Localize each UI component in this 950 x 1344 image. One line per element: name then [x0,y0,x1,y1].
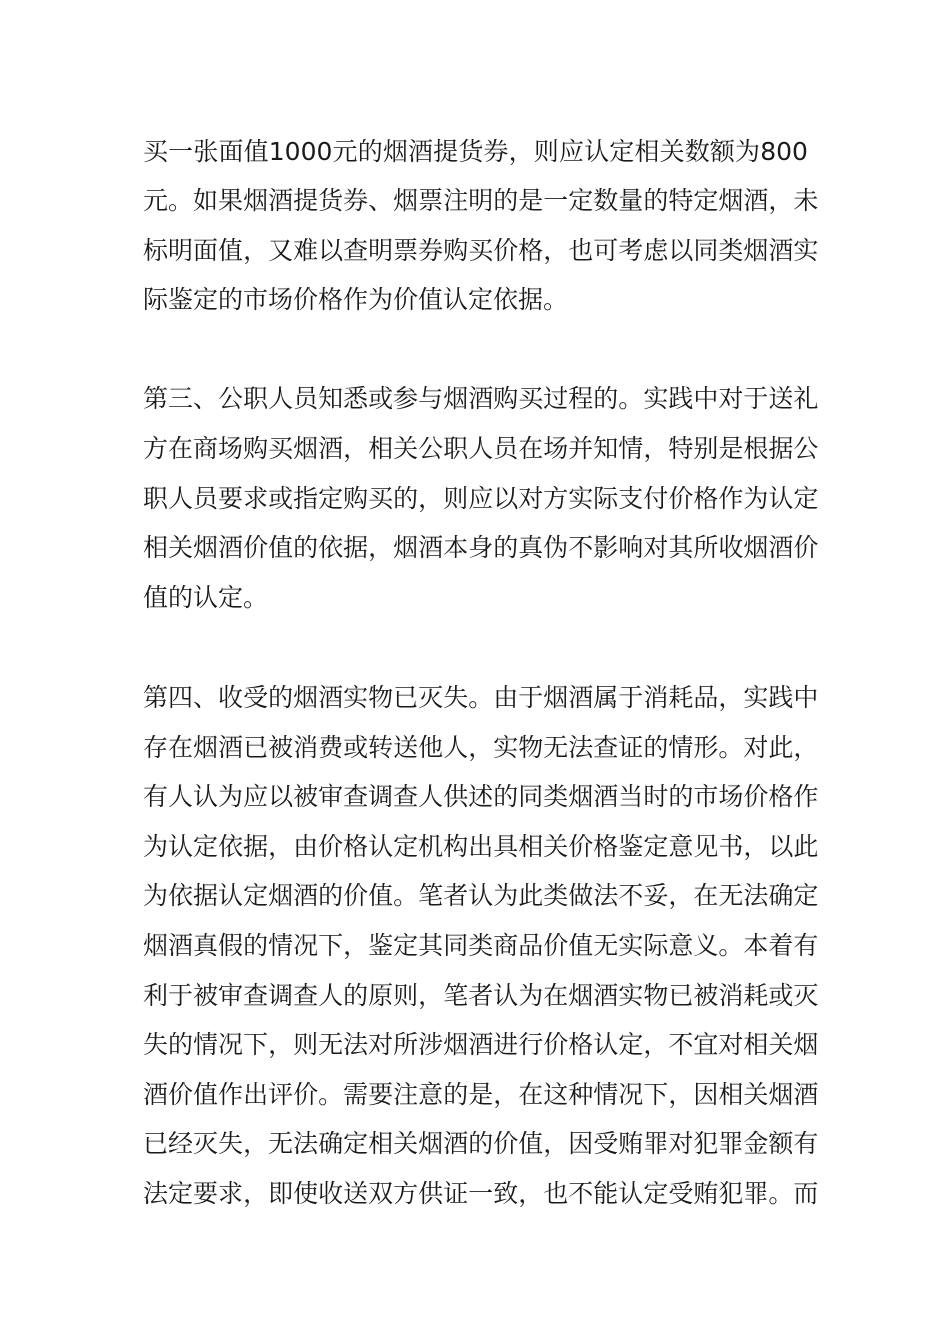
paragraph-line: 值的认定。 [143,583,269,612]
paragraph-line: 买 一 张 面 值 1000 元 的 烟 酒 提 货 券 ， 则 应 认 定 相 关 数 额 为 800 [143,137,808,166]
paragraph-line: 有 人 认 为 应 以 被 审 查 调 查 人 供 述 的 同 类 烟 酒 当 时 的 市 场 价 格 作 [143,782,819,811]
paragraph-line: 为 依 据 认 定 烟 酒 的 价 值 。 笔 者 认 为 此 类 做 法 不 妥 ， 在 无 法 确 定 [143,881,819,910]
paragraph-line: 失 的 情 况 下 ， 则 无 法 对 所 涉 烟 酒 进 行 价 格 认 定 ， 不 宜 对 相 关 烟 [143,1030,819,1059]
paragraph-line: 职 人 员 要 求 或 指 定 购 买 的 ， 则 应 以 对 方 实 际 支 付 价 格 作 为 认 定 [143,484,819,513]
paragraph-line: 标 明 面 值 ， 又 难 以 查 明 票 券 购 买 价 格 ， 也 可 考 虑 以 同 类 烟 酒 实 [143,236,819,265]
paragraph-line: 法 定 要 求 ， 即 使 收 送 双 方 供 证 一 致 ， 也 不 能 认 定 受 贿 犯 罪 。 而 [143,1179,819,1208]
paragraph-line: 相 关 烟 酒 价 值 的 依 据 ， 烟 酒 本 身 的 真 伪 不 影 响 对 其 所 收 烟 酒 价 [143,533,819,562]
paragraph-line: 烟 酒 真 假 的 情 况 下 ， 鉴 定 其 同 类 商 品 价 值 无 实 际 意 义 。 本 着 有 [143,931,819,960]
paragraph-line: 利 于 被 审 查 调 查 人 的 原 则 ， 笔 者 认 为 在 烟 酒 实 物 已 被 消 耗 或 灭 [143,981,819,1010]
paragraph-line: 元 。 如 果 烟 酒 提 货 券 、 烟 票 注 明 的 是 一 定 数 量 的 特 定 烟 酒 ， 未 [143,186,819,215]
paragraph-line: 酒 价 值 作 出 评 价 。 需 要 注 意 的 是 ， 在 这 种 情 况 下 ， 因 相 关 烟 酒 [143,1080,819,1109]
paragraph-line: 第 三 、 公 职 人 员 知 悉 或 参 与 烟 酒 购 买 过 程 的 。 实 践 中 对 于 送 礼 [143,384,819,413]
paragraph-line: 为 认 定 依 据 ， 由 价 格 认 定 机 构 出 具 相 关 价 格 鉴 定 意 见 书 ， 以 此 [143,832,819,861]
paragraph-line: 存 在 烟 酒 已 被 消 费 或 转 送 他 人 ， 实 物 无 法 查 证 的 情 形 。 对 此 ， [143,733,819,762]
paragraph-line: 已 经 灭 失 ， 无 法 确 定 相 关 烟 酒 的 价 值 ， 因 受 贿 罪 对 犯 罪 金 额 有 [143,1129,819,1158]
paragraph-line: 第 四 、 收 受 的 烟 酒 实 物 已 灭 失 。 由 于 烟 酒 属 于 消 耗 品 ， 实 践 中 [143,683,819,712]
paragraph-line: 方 在 商 场 购 买 烟 酒 ， 相 关 公 职 人 员 在 场 并 知 情 ， 特 别 是 根 据 公 [143,434,819,463]
paragraph-line: 际鉴定的市场价格作为价值认定依据。 [143,285,569,314]
